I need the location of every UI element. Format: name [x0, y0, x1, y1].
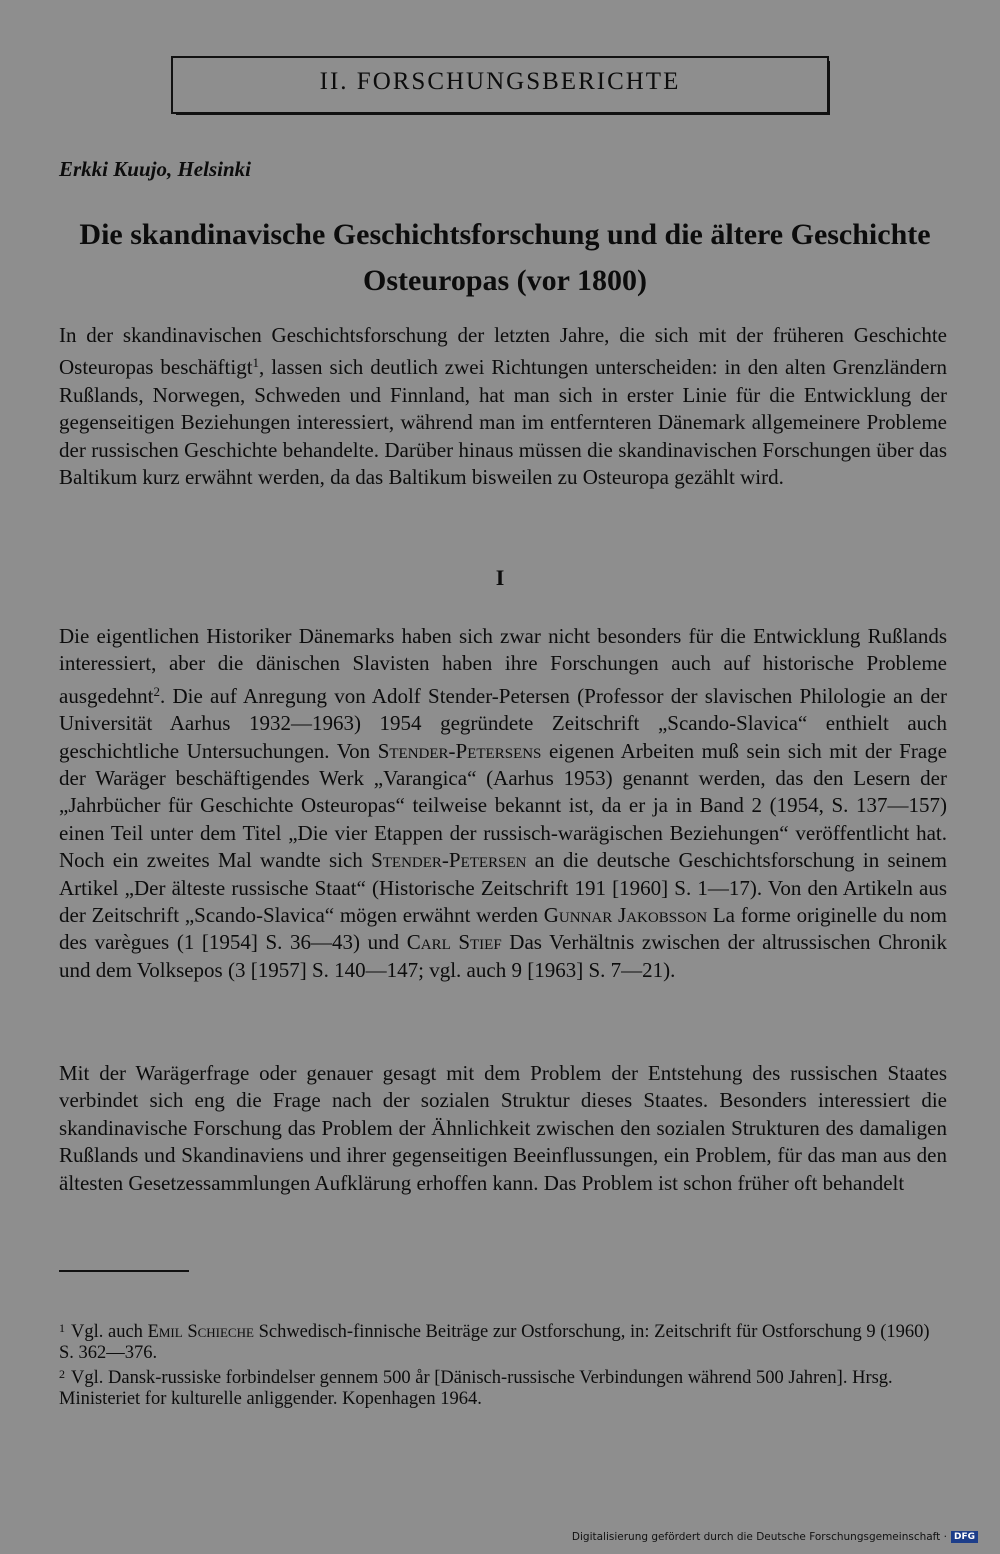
p1-text-f: Das Verhältnis zwischen der altrussischen Chronik und dem Volksepos (3 [1957] S. 140—147; vgl. auch 9 [1963] S. 7—21). [59, 930, 947, 982]
section-heading: II. FORSCHUNGSBERICHTE [319, 68, 681, 95]
title-line-2: Osteuropas (vor 1800) [363, 264, 647, 297]
author-name-gunnar-jakobsson: Gunnar Jakobsson [543, 903, 708, 928]
body-paragraph-2: Mit der Warägerfrage oder genauer gesagt mit dem Problem der Entstehung des russischen Staates verbindet sich eng die Frage nach der sozialen Struktur dieses Staates. Besonders interessiert die skandinavische Forschung das Problem der Ähnlichkeit zwischen den sozialen Strukturen des damaligen Rußlands und Skandinaviens und ihrer gegenseitigen Beeinflussungen, ein Problem, für das man aus den ältesten Gesetzessammlungen Aufklärung erhoffen kann. Das Problem ist schon früher oft behandelt [59, 1061, 947, 1195]
p1-text-a: Die eigentlichen Historiker Dänemarks haben sich zwar nicht besonders für die Entwicklung Rußlands interessiert, aber die dänischen Slavisten haben ihre Forschungen auch auf historische Probleme ausgedehnt [59, 624, 947, 708]
intro-paragraph [59, 322, 947, 491]
dfg-logo: DFG [951, 1531, 978, 1543]
footnote-ref-1[interactable]: 1 [252, 355, 260, 371]
p1-text-d: an die deutsche Geschichtsforschung in seinem Artikel „Der älteste russische Staat“ (Historische Zeitschrift 191 [1960] S. 1—17). Von den Artikeln aus der Zeitschrift „Scando-Slavica“ mögen erwähnt werden [59, 848, 947, 928]
section-number: I [495, 565, 505, 590]
title-line-1: Die skandinavische Geschichtsforschung und die ältere Geschichte [79, 218, 931, 251]
footnote-divider [59, 1270, 189, 1272]
footnote-2 [59, 1364, 947, 1410]
digitization-note-text: Digitalisierung gefördert durch die Deutsche Forschungsgemeinschaft · [571, 1531, 947, 1543]
body-paragraph-1 [59, 623, 947, 984]
p1-text-b: . Die auf Anregung von Adolf Stender-Petersen (Professor der slavischen Philologie an der Universität Aarhus 1932—1963) 1954 gegründete Zeitschrift „Scando-Slavica“ enthielt auch geschichtliche Untersuchungen. Von [59, 683, 947, 763]
section-heading-box [171, 56, 829, 114]
author-name-emil-schieche: Emil Schieche [147, 1322, 254, 1342]
intro-text-b: , lassen sich deutlich zwei Richtungen unterscheiden: in den alten Grenzländern Rußlands, Norwegen, Schweden und Finnland, hat man sich in erster Linie für die Entwicklung der gegenseitigen Beziehungen interessiert, während man im entfernteren Dänemark allgemeinere Probleme der russischen Geschichte behandelte. Darüber hinaus müssen die skandinavischen Forschungen über das Baltikum kurz erwähnt werden, da das Baltikum bisweilen zu Osteuropa gezählt wird. [59, 355, 947, 490]
digitization-credit [572, 1531, 978, 1543]
intro-text-a: In der skandinavischen Geschichtsforschung der letzten Jahre, die sich mit der früheren Geschichte Osteuropas beschäftigt [59, 323, 947, 380]
author-name-carl-stief: Carl Stief [406, 930, 502, 955]
p1-text-e: La forme originelle du nom des varègues (1 [1954] S. 36—43) und [59, 903, 947, 955]
footnote-1 [59, 1318, 947, 1364]
footnote-1-text-a: Vgl. auch [71, 1322, 148, 1342]
p1-text-c: eigenen Arbeiten muß sein sich mit der Frage der Waräger beschäftigendes Werk „Varangica“ (Aarhus 1953) genannt werden, das den Lesern der „Jahrbücher für Geschichte Osteuropas“ teilweise bekannt ist, da er ja in Band 2 (1954, S. 137—157) einen Teil unter dem Titel „Die vier Etappen der russisch-warägischen Beziehungen“ veröffentlicht hat. Noch ein zweites Mal wandte sich [59, 738, 947, 873]
footnote-ref-2[interactable]: 2 [153, 683, 160, 699]
author-line: Erkki Kuujo, Helsinki [59, 157, 251, 181]
article-title [50, 212, 960, 304]
footnote-1-text-b: Schwedisch-finnische Beiträge zur Ostforschung, in: Zeitschrift für Ostforschung 9 (1960) S. 362—376. [59, 1322, 930, 1363]
author-name-stender-petersen: Stender-Petersen [371, 848, 527, 873]
footnote-number: 2 [59, 1367, 65, 1381]
author-name-stender-petersens: Stender-Petersens [377, 738, 542, 763]
footnote-number: 1 [59, 1321, 65, 1335]
footnote-2-text: Vgl. Dansk-russiske forbindelser gennem 500 år [Dänisch-russische Verbindungen während 500 Jahren]. Hrsg. Ministeriet for kulturelle anliggender. Kopenhagen 1964. [59, 1368, 893, 1409]
